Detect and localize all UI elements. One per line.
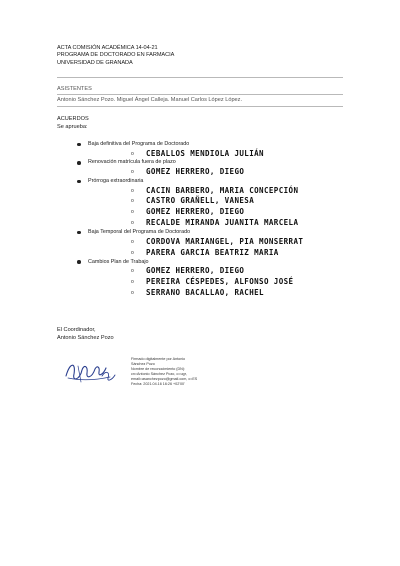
person-name: o CASTRO GRAÑELL, VANESA — [131, 196, 255, 206]
signature-line: cn=Antonio Sánchez Pozo, o=ugr, — [131, 372, 187, 377]
header-line-1: ACTA COMISIÓN ACADÉMICA 14-04-21 — [57, 45, 158, 51]
divider-top — [57, 77, 343, 78]
sub-bullet-icon: o — [131, 278, 134, 285]
agreements-title: ACUERDOS — [57, 116, 89, 122]
agreements-intro: Se aprueba: — [57, 124, 88, 130]
agreement-label: Renovación matrícula fuera de plazo — [88, 159, 176, 166]
bullet-icon — [77, 180, 81, 184]
divider-bottom — [57, 106, 343, 107]
handwritten-signature-icon — [62, 356, 122, 388]
coordinator-name: Antonio Sánchez Pozo — [57, 334, 114, 341]
agreement-label: Baja Temporal del Programa de Doctorado — [88, 229, 191, 236]
header-line-2: PROGRAMA DE DOCTORADO EN FARMACIA — [57, 52, 175, 59]
names-list — [88, 167, 357, 178]
person-name: o PARERA GARCIA BEATRIZ MARIA — [131, 247, 279, 257]
signature-details — [131, 357, 197, 388]
names-list — [88, 149, 357, 160]
coordinator-block — [57, 327, 114, 342]
sub-bullet-icon: o — [131, 169, 134, 176]
person-name: o SERRANO BACALLAO, RACHEL — [131, 287, 264, 297]
header-line-3: UNIVERSIDAD DE GRANADA — [57, 59, 133, 66]
signature-line: Fecha: 2021.04.16 16:26 +02'00' — [131, 382, 185, 387]
sub-bullet-icon: o — [131, 150, 134, 157]
bullet-icon — [77, 260, 81, 264]
signature-line: Firmado digitalmente por Antonio — [131, 357, 186, 361]
signature-line: Sánchez Pozo — [131, 362, 155, 367]
attendees-title: ASISTENTES — [57, 86, 92, 92]
person-name: o GOMEZ HERRERO, DIEGO — [131, 207, 245, 217]
person-name: o GOMEZ HERRERO, DIEGO — [131, 266, 245, 276]
document-header — [57, 45, 174, 67]
agreements-list — [57, 141, 357, 299]
agreement-label: Prórroga extraordinaria — [88, 177, 144, 184]
sub-bullet-icon: o — [131, 238, 134, 245]
agreement-label: Baja definitiva del Programa de Doctorado — [88, 141, 190, 147]
agreement-item — [57, 178, 357, 229]
agreement-label: Cambios Plan de Trabajo — [88, 258, 149, 265]
person-name: o CEBALLOS MENDIOLA JULIÁN — [131, 148, 264, 158]
person-name: o RECALDE MIRANDA JUANITA MARCELA — [131, 218, 299, 228]
sub-bullet-icon: o — [131, 268, 134, 275]
agreement-item — [57, 159, 357, 177]
agreement-item — [57, 141, 357, 159]
names-list — [88, 237, 357, 259]
sub-bullet-icon: o — [131, 249, 134, 256]
sub-bullet-icon: o — [131, 220, 134, 227]
person-name: o GOMEZ HERRERO, DIEGO — [131, 167, 245, 177]
signature-line: email=asanchezpozo@gmail.com, c=ES — [131, 377, 198, 382]
person-name: o PEREIRA CÉSPEDES, ALFONSO JOSÉ — [131, 276, 294, 286]
signature-line: Nombre de reconocimiento (DN): — [131, 367, 186, 372]
bullet-icon — [77, 143, 81, 147]
sub-bullet-icon: o — [131, 198, 134, 205]
person-name: o CORDOVA MARIANGEL, PIA MONSERRAT — [131, 236, 304, 246]
agreement-item — [57, 229, 357, 258]
sub-bullet-icon: o — [131, 187, 134, 194]
digital-signature — [62, 356, 212, 392]
person-name: o CACIN BARBERO, MARIA CONCEPCIÓN — [131, 185, 299, 195]
names-list — [88, 186, 357, 230]
attendees-names: Antonio Sánchez Pozo. Miguel Ángel Calleja. Manuel Carlos López López. — [57, 97, 243, 103]
coordinator-role: El Coordinador, — [57, 327, 96, 333]
bullet-icon — [77, 161, 81, 165]
divider-attendees — [57, 94, 343, 95]
bullet-icon — [77, 231, 81, 235]
names-list — [88, 266, 357, 299]
sub-bullet-icon: o — [131, 209, 134, 216]
agreement-item — [57, 259, 357, 299]
sub-bullet-icon: o — [131, 289, 134, 296]
